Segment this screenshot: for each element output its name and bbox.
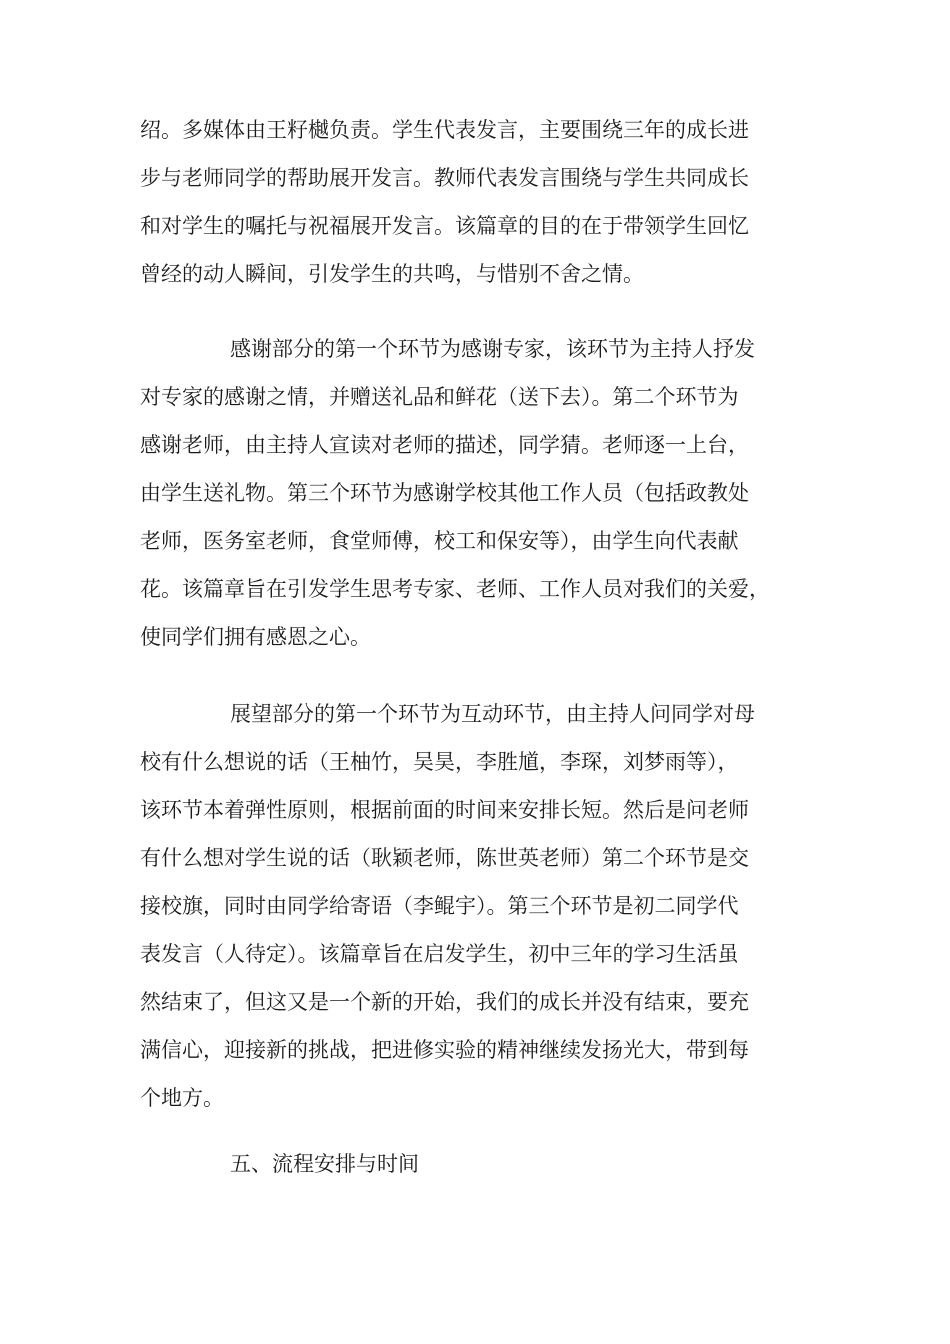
paragraph-intro-line: 步与老师同学的帮助展开发言。教师代表发言围绕与学生共同成长 [140, 166, 749, 190]
paragraph-outlook-line: 然结束了，但这又是一个新的开始，我们的成长并没有结束，要充 [140, 990, 749, 1014]
paragraph-outlook-line: 展望部分的第一个环节为互动环节，由主持人问同学对母 [230, 702, 755, 726]
paragraph-intro-line: 绍。多媒体由王籽樾负责。学生代表发言，主要围绕三年的成长进 [140, 118, 749, 142]
paragraph-outlook-line: 接校旗，同时由同学给寄语（李鲲宇）。第三个环节是初二同学代 [140, 894, 739, 918]
paragraph-thanks-line: 对专家的感谢之情，并赠送礼品和鲜花（送下去）。第二个环节为 [140, 385, 739, 409]
paragraph-thanks-line: 感谢部分的第一个环节为感谢专家，该环节为主持人抒发 [230, 337, 755, 361]
section-heading: 五、流程安排与时间 [230, 1152, 419, 1176]
paragraph-outlook-line: 有什么想对学生说的话（耿颖老师，陈世英老师）第二个环节是交 [140, 846, 749, 870]
paragraph-outlook-line: 个地方。 [140, 1086, 224, 1110]
paragraph-intro-line: 和对学生的嘱托与祝福展开发言。该篇章的目的在于带领学生回忆 [140, 214, 749, 238]
paragraph-thanks-line: 感谢老师，由主持人宣读对老师的描述，同学猜。老师逐一上台， [140, 433, 749, 457]
paragraph-thanks-line: 花。该篇章旨在引发学生思考专家、老师、工作人员对我们的关爱， [140, 577, 770, 601]
paragraph-intro-line: 曾经的动人瞬间，引发学生的共鸣，与惜别不舍之情。 [140, 262, 644, 286]
paragraph-thanks-line: 使同学们拥有感恩之心。 [140, 625, 371, 649]
paragraph-outlook-line: 满信心，迎接新的挑战，把进修实验的精神继续发扬光大，带到每 [140, 1038, 749, 1062]
paragraph-outlook-line: 该环节本着弹性原则，根据前面的时间来安排长短。然后是问老师 [140, 798, 749, 822]
paragraph-outlook-line: 表发言（人待定）。该篇章旨在启发学生，初中三年的学习生活虽 [140, 942, 739, 966]
paragraph-outlook-line: 校有什么想说的话（王柚竹，吴昊，李胜馗，李琛，刘梦雨等）， [140, 750, 739, 774]
paragraph-thanks-line: 老师，医务室老师，食堂师傅，校工和保安等），由学生向代表献 [140, 529, 739, 553]
paragraph-thanks-line: 由学生送礼物。第三个环节为感谢学校其他工作人员（包括政教处 [140, 481, 749, 505]
